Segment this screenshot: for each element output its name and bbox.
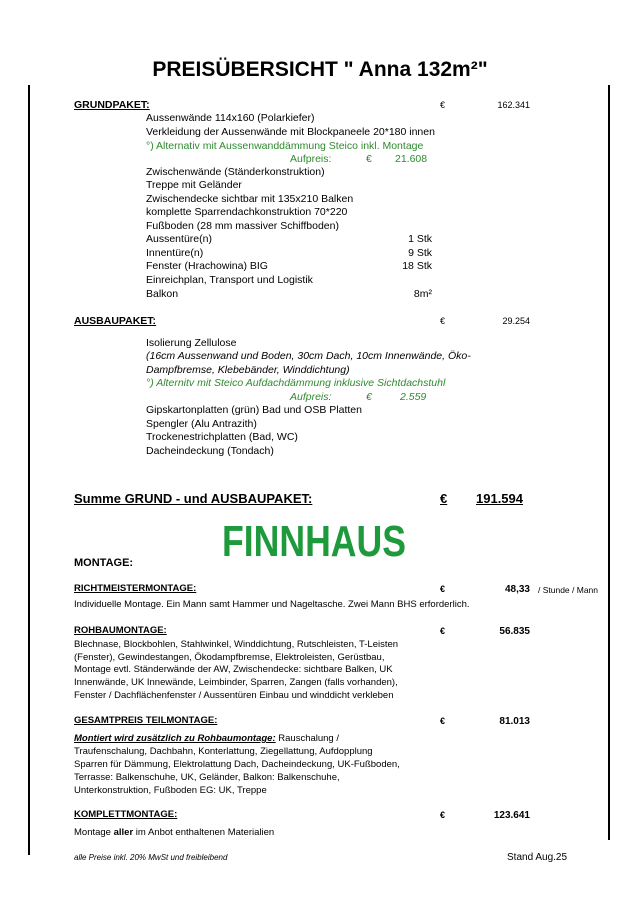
komplett-currency: €: [440, 810, 446, 820]
richtmeister-label: RICHTMEISTERMONTAGE:: [74, 583, 197, 594]
left-border-line: [28, 85, 30, 855]
grundpaket-item: Verkleidung der Aussenwände mit Blockpaneele 20*180 innen: [146, 126, 435, 138]
grundpaket-aufpreis-amount: 21.608: [395, 153, 428, 165]
grundpaket-qty-item-name: Innentüre(n): [146, 247, 204, 259]
grundpaket-item: Zwischenwände (Ständerkonstruktion): [146, 166, 325, 178]
gesamt-lead-line: [74, 733, 339, 744]
ausbaupaket-aufpreis-currency: €: [366, 391, 372, 403]
richtmeister-unit: / Stunde / Mann: [538, 585, 599, 595]
grundpaket-qty-item-name: Einreichplan, Transport und Logistik: [146, 274, 313, 286]
rohbau-line: Innenwände, UK Innewände, Leimbinder, Sparren, Zangen (falls vorhanden),: [74, 677, 398, 688]
ausbaupaket-aufpreis-label: Aufpreis:: [290, 391, 332, 403]
summe-label: Summe GRUND - und AUSBAUPAKET:: [74, 491, 313, 506]
rohbau-label: ROHBAUMONTAGE:: [74, 625, 167, 636]
richtmeister-amount: 48,33: [504, 584, 530, 595]
page-title: PREISÜBERSICHT " Anna 132m²": [152, 58, 488, 81]
ausbaupaket-item: Spengler (Alu Antrazith): [146, 418, 257, 430]
grundpaket-item: Treppe mit Geländer: [146, 179, 242, 191]
ausbaupaket-amount: 29.254: [502, 316, 530, 326]
gesamt-line: Terrasse: Balkenschuhe, UK, Geländer, Balkon: Balkenschuhe,: [74, 772, 340, 783]
komplett-description: [74, 827, 274, 838]
rohbau-line: Montage evtl. Ständerwände der AW, Zwischendecke: sichtbare Balken, UK: [74, 664, 393, 675]
rohbau-amount: 56.835: [499, 626, 530, 637]
right-border-line: [608, 85, 610, 840]
grundpaket-qty-item-qty: 9 Stk: [408, 247, 432, 259]
grundpaket-alternative: °) Alternativ mit Aussenwanddämmung Steico inkl. Montage: [146, 140, 424, 152]
grundpaket-aufpreis-currency: €: [366, 153, 372, 165]
grundpaket-item: Aussenwände 114x160 (Polarkiefer): [146, 112, 315, 124]
komplett-desc-post: im Anbot enthaltenen Materialien: [133, 827, 275, 838]
gesamt-line: Traufenschalung, Dachbahn, Konterlattung, Ziegellattung, Aufdopplung: [74, 746, 373, 757]
ausbaupaket-iso-detail: (16cm Aussenwand und Boden, 30cm Dach, 10cm Innenwände, Öko-: [146, 350, 471, 362]
ausbaupaket-item: Gipskartonplatten (grün) Bad und OSB Platten: [146, 404, 362, 416]
gesamt-label: GESAMTPREIS TEILMONTAGE:: [74, 715, 218, 726]
grundpaket-label: GRUNDPAKET:: [74, 99, 150, 111]
footer-note: alle Preise inkl. 20% MwSt und freibleibend: [74, 853, 228, 862]
gesamt-line: Unterkonstruktion, Fußboden EG: UK, Treppe: [74, 785, 267, 796]
rohbau-line: Blechnase, Blockbohlen, Stahlwinkel, Winddichtung, Rutschleisten, T-Leisten: [74, 639, 399, 650]
gesamt-lead-rest: Rauschalung /: [275, 733, 339, 744]
komplett-amount: 123.641: [493, 810, 530, 821]
richtmeister-currency: €: [440, 584, 446, 594]
rohbau-line: (Fenster), Gewindestangen, Ökodampfbremse, Elektroleisten, Gerüstbau,: [74, 652, 385, 663]
grundpaket-currency: €: [440, 100, 446, 110]
grundpaket-qty-item-qty: 18 Stk: [402, 260, 432, 272]
richtmeister-description: Individuelle Montage. Ein Mann samt Hammer und Nageltasche. Zwei Mann BHS erforderlich.: [74, 599, 470, 610]
ausbaupaket-iso-detail: Dampfbremse, Klebebänder, Winddichtung): [146, 364, 350, 376]
grundpaket-aufpreis-label: Aufpreis:: [290, 153, 332, 165]
ausbaupaket-label: AUSBAUPAKET:: [74, 315, 157, 327]
komplett-desc-bold: aller: [113, 827, 134, 838]
grundpaket-item: komplette Sparrendachkonstruktion 70*220: [146, 206, 348, 218]
summe-amount: 191.594: [476, 491, 523, 506]
finnhaus-logo-graphic: [222, 517, 408, 566]
grundpaket-qty-item-qty: 1 Stk: [408, 233, 432, 245]
grundpaket-amount: 162.341: [497, 100, 530, 110]
grundpaket-qty-item-name: Fenster (Hrachowina) BIG: [146, 260, 268, 272]
finnhaus-logo: [222, 519, 408, 566]
ausbaupaket-alternative: °) Alternitv mit Steico Aufdachdämmung inklusive Sichtdachstuhl: [146, 377, 446, 389]
montage-label: MONTAGE:: [74, 557, 134, 569]
rohbau-currency: €: [440, 626, 446, 636]
gesamt-line: Sparren für Dämmung, Elektrolattung Dach, Dacheindeckung, UK-Fußboden,: [74, 759, 400, 770]
logo-text: FINNHAUS: [222, 517, 406, 566]
ausbaupaket-aufpreis-amount: 2.559: [400, 391, 427, 403]
summe-currency: €: [440, 491, 448, 506]
grundpaket-qty-item-qty: 8m²: [413, 288, 432, 300]
komplett-label: KOMPLETTMONTAGE:: [74, 809, 178, 820]
ausbaupaket-currency: €: [440, 316, 446, 326]
rohbau-line: Fenster / Dachflächenfenster / Aussentüren Einbau und winddicht verkleben: [74, 690, 394, 701]
ausbaupaket-iso: Isolierung Zellulose: [146, 337, 237, 349]
grundpaket-item: Fußboden (28 mm massiver Schiffboden): [146, 220, 339, 232]
gesamt-amount: 81.013: [499, 716, 530, 727]
komplett-desc-pre: Montage: [74, 827, 114, 838]
footer-stand: Stand Aug.25: [507, 852, 568, 863]
gesamt-currency: €: [440, 716, 446, 726]
grundpaket-qty-item-name: Balkon: [146, 288, 179, 300]
gesamt-lead: Montiert wird zusätzlich zu Rohbaumontage:: [74, 733, 276, 744]
grundpaket-qty-item-name: Aussentüre(n): [146, 233, 212, 245]
ausbaupaket-item: Trockenestrichplatten (Bad, WC): [146, 431, 298, 443]
ausbaupaket-item: Dacheindeckung (Tondach): [146, 445, 274, 457]
grundpaket-item: Zwischendecke sichtbar mit 135x210 Balken: [146, 193, 354, 205]
